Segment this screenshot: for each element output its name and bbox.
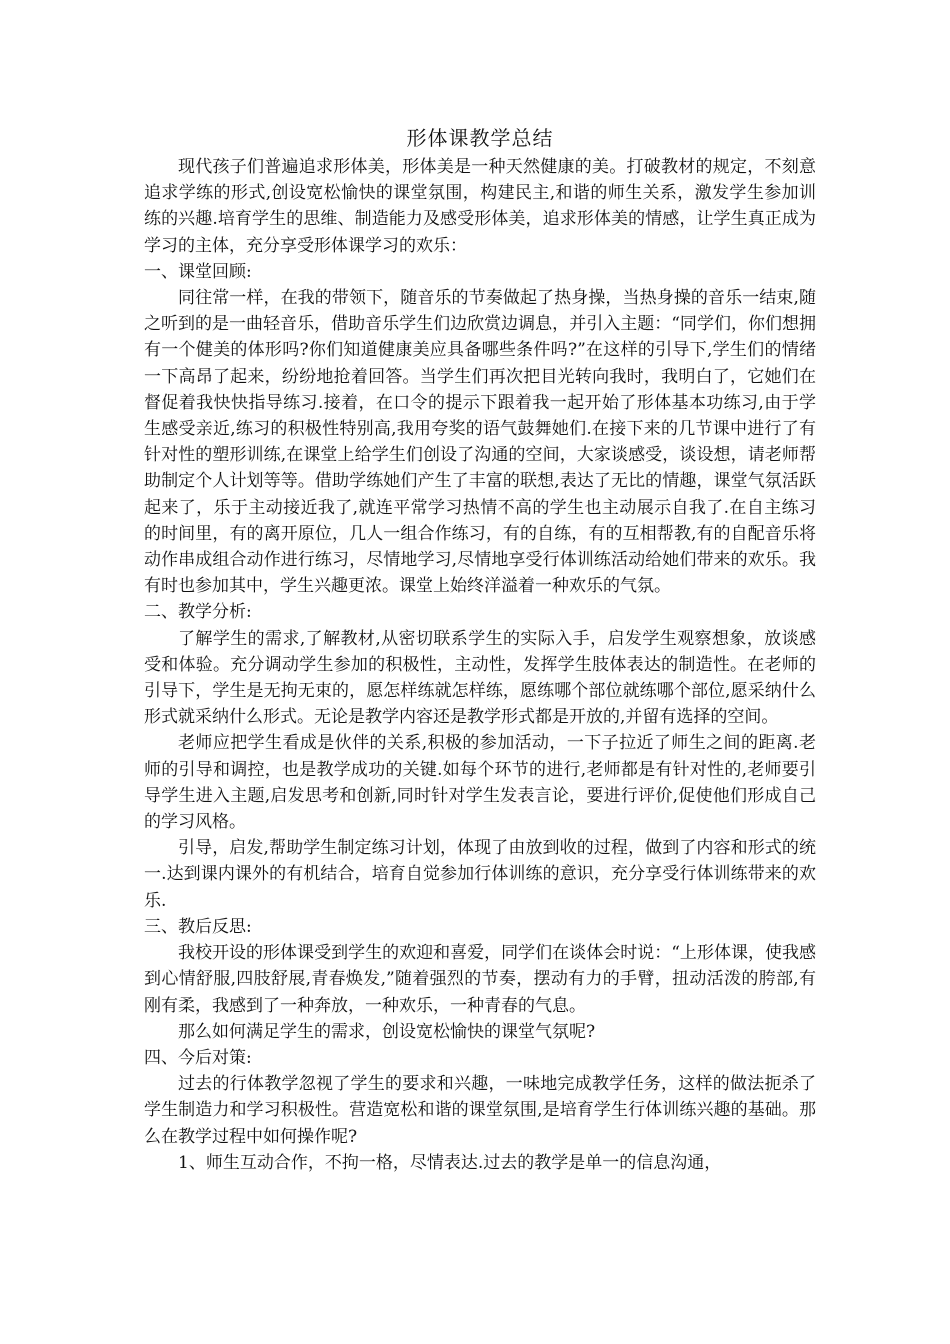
- reflection-paragraph-2: 那么如何满足学生的需求，创设宽松愉快的课堂气氛呢?: [178, 1021, 596, 1042]
- section-heading-review: 一、课堂回顾:: [144, 261, 252, 282]
- intro-paragraph: 现代孩子们普遍追求形体美，形体美是一种天然健康的美。打破教材的规定，不刻意追求学练的形式,创设宽松愉快的课堂氛围，构建民主,和谐的师生关系，激发学生参加训练的兴趣.培育学生的思维、制造能力及感受形体美，追求形体美的情感，让学生真正成为学习的主体，充分享受形体课学习的欢乐：: [144, 157, 816, 256]
- section-heading-strategy: 四、今后对策:: [144, 1047, 252, 1068]
- section-heading-reflection: 三、教后反思:: [144, 916, 252, 937]
- section-heading-analysis: 二、教学分析:: [144, 602, 252, 623]
- document-page: [144, 124, 816, 1176]
- reflection-paragraph-1: 我校开设的形体课受到学生的欢迎和喜爱，同学们在谈体会时说：“上形体课，使我感到心情舒服,四肢舒展,青春焕发,”随着强烈的节奏，摆动有力的手臂，扭动活泼的胯部,有刚有柔，我感到了一种奔放，一种欢乐，一种青春的气息。: [144, 943, 816, 1016]
- analysis-paragraph-2: 老师应把学生看成是伙伴的关系,积极的参加活动，一下子拉近了师生之间的距离.老师的引导和调控，也是教学成功的关键.如每个环节的进行,老师都是有针对性的,老师要引导学生进入主题,启发思考和创新,同时针对学生发表言论，要进行评价,促使他们形成自己的学习风格。: [144, 733, 816, 833]
- document-title: 形体课教学总结: [406, 126, 554, 150]
- strategy-paragraph-2: 1、师生互动合作，不拘一格，尽情表达.过去的教学是单一的信息沟通，: [178, 1152, 722, 1173]
- analysis-paragraph-1: 了解学生的需求,了解教材,从密切联系学生的实际入手，启发学生观察想象，放谈感受和体验。充分调动学生参加的积极性，主动性，发挥学生肢体表达的制造性。在老师的引导下，学生是无拘无束的，愿怎样练就怎样练，愿练哪个部位就练哪个部位,愿采纳什么形式就采纳什么形式。无论是教学内容还是教学形式都是开放的,并留有选择的空间。: [144, 628, 816, 728]
- review-paragraph: 同往常一样，在我的带领下，随音乐的节奏做起了热身操，当热身操的音乐一结束,随之听到的是一曲轻音乐，借助音乐学生们边欣赏边调息，并引入主题：“同学们，你们想拥有一个健美的体形吗?你们知道健康美应具备哪些条件吗?”在这样的引导下,学生们的情绪一下高昂了起来，纷纷地抢着回答。当学生们再次把目光转向我时，我明白了，它她们在督促着我快快指导练习.接着，在口令的提示下跟着我一起开始了形体基本功练习,由于学生感受亲近,练习的积极性特别高,我用夸奖的语气鼓舞她们.在接下来的几节课中进行了有针对性的塑形训练,在课堂上给学生们创设了沟通的空间，大家谈感受，谈设想，请老师帮助制定个人计划等等。借助学练她们产生了丰富的联想,表达了无比的情趣，课堂气氛活跃起来了，乐于主动接近我了,就连平常学习热情不高的学生也主动展示自我了.在自主练习的时间里，有的离开原位，几人一组合作练习，有的自练，有的互相帮教,有的自配音乐将动作串成组合动作进行练习，尽情地学习,尽情地享受行体训练活动给她们带来的欢乐。我有时也参加其中，学生兴趣更浓。课堂上始终洋溢着一种欢乐的气氛。: [144, 288, 816, 597]
- strategy-paragraph-1: 过去的行体教学忽视了学生的要求和兴趣，一味地完成教学任务，这样的做法扼杀了学生制造力和学习积极性。营造宽松和谐的课堂氛围,是培育学生行体训练兴趣的基础。那么在教学过程中如何操作呢?: [144, 1074, 816, 1147]
- analysis-paragraph-3: 引导，启发,帮助学生制定练习计划，体现了由放到收的过程，做到了内容和形式的统一.达到课内课外的有机结合，培育自觉参加行体训练的意识，充分享受行体训练带来的欢乐.: [144, 838, 816, 911]
